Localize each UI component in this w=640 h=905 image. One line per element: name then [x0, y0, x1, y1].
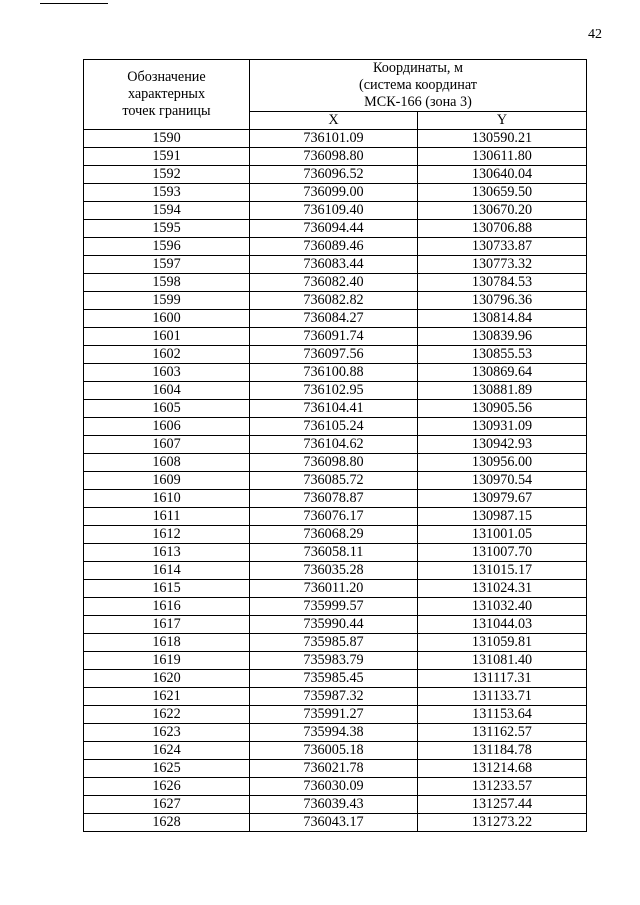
y-coordinate-cell: 130796.36 [418, 292, 587, 310]
table-row [84, 184, 587, 202]
point-id-cell: 1598 [84, 274, 250, 292]
y-coordinate-cell: 131001.05 [418, 526, 587, 544]
x-coordinate-cell: 736085.72 [250, 472, 418, 490]
x-coordinate-cell: 736109.40 [250, 202, 418, 220]
x-coordinate-cell: 736083.44 [250, 256, 418, 274]
point-label-header [84, 60, 250, 130]
table-row [84, 418, 587, 436]
coordinates-header [250, 60, 587, 112]
table-row [84, 526, 587, 544]
table-row [84, 202, 587, 220]
point-id-cell: 1599 [84, 292, 250, 310]
x-coordinate-cell: 735987.32 [250, 688, 418, 706]
x-coordinate-cell: 736082.40 [250, 274, 418, 292]
y-coordinate-cell: 131044.03 [418, 616, 587, 634]
y-coordinate-cell: 130956.00 [418, 454, 587, 472]
point-id-cell: 1603 [84, 364, 250, 382]
table-row [84, 292, 587, 310]
x-coordinate-cell: 736078.87 [250, 490, 418, 508]
x-coordinate-cell: 735983.79 [250, 652, 418, 670]
table-row [84, 670, 587, 688]
coordinates-label-line: Координаты, м [373, 60, 463, 76]
x-coordinate-cell: 735985.87 [250, 634, 418, 652]
table-row [84, 544, 587, 562]
y-coordinate-cell: 131059.81 [418, 634, 587, 652]
x-coordinate-cell: 735991.27 [250, 706, 418, 724]
table-row [84, 364, 587, 382]
y-coordinate-cell: 131024.31 [418, 580, 587, 598]
table-row [84, 724, 587, 742]
x-coordinate-cell: 736035.28 [250, 562, 418, 580]
x-coordinate-cell: 736011.20 [250, 580, 418, 598]
coordinates-label-line: (система координат [359, 77, 477, 93]
x-coordinate-cell: 736058.11 [250, 544, 418, 562]
table-row [84, 328, 587, 346]
point-id-cell: 1609 [84, 472, 250, 490]
point-id-cell: 1605 [84, 400, 250, 418]
table-row [84, 742, 587, 760]
x-coordinate-cell: 736089.46 [250, 238, 418, 256]
point-label-line: Обозначение [127, 69, 206, 85]
point-id-cell: 1612 [84, 526, 250, 544]
x-coordinate-cell: 736094.44 [250, 220, 418, 238]
table-row [84, 778, 587, 796]
x-coordinate-cell: 736091.74 [250, 328, 418, 346]
y-coordinate-cell: 131273.22 [418, 814, 587, 832]
y-coordinate-cell: 131133.71 [418, 688, 587, 706]
y-coordinate-cell: 131257.44 [418, 796, 587, 814]
point-id-cell: 1625 [84, 760, 250, 778]
y-coordinate-cell: 130706.88 [418, 220, 587, 238]
point-id-cell: 1626 [84, 778, 250, 796]
table-row [84, 220, 587, 238]
table-row [84, 238, 587, 256]
y-coordinate-cell: 131184.78 [418, 742, 587, 760]
x-coordinate-cell: 735994.38 [250, 724, 418, 742]
x-coordinate-cell: 736021.78 [250, 760, 418, 778]
table-row [84, 256, 587, 274]
point-id-cell: 1622 [84, 706, 250, 724]
table-row [84, 688, 587, 706]
table-row [84, 706, 587, 724]
y-coordinate-cell: 131015.17 [418, 562, 587, 580]
y-coordinate-cell: 130784.53 [418, 274, 587, 292]
point-id-cell: 1600 [84, 310, 250, 328]
point-id-cell: 1617 [84, 616, 250, 634]
table-row [84, 310, 587, 328]
x-coordinate-cell: 736082.82 [250, 292, 418, 310]
point-label-line: характерных [127, 86, 206, 102]
x-coordinate-cell: 735999.57 [250, 598, 418, 616]
point-id-cell: 1627 [84, 796, 250, 814]
y-coordinate-cell: 130733.87 [418, 238, 587, 256]
y-coordinate-cell: 130670.20 [418, 202, 587, 220]
point-id-cell: 1628 [84, 814, 250, 832]
y-coordinate-cell: 130942.93 [418, 436, 587, 454]
point-id-cell: 1611 [84, 508, 250, 526]
x-coordinate-cell: 736043.17 [250, 814, 418, 832]
point-id-cell: 1613 [84, 544, 250, 562]
point-id-cell: 1621 [84, 688, 250, 706]
table-row [84, 508, 587, 526]
point-label-line: точек границы [122, 103, 211, 119]
y-coordinate-cell: 130814.84 [418, 310, 587, 328]
table-row [84, 130, 587, 148]
y-coordinate-cell: 131117.31 [418, 670, 587, 688]
point-id-cell: 1593 [84, 184, 250, 202]
table-row [84, 346, 587, 364]
x-coordinate-cell: 735985.45 [250, 670, 418, 688]
x-coordinate-cell: 736102.95 [250, 382, 418, 400]
table-row [84, 400, 587, 418]
table-row [84, 598, 587, 616]
table-row [84, 562, 587, 580]
y-coordinate-cell: 130970.54 [418, 472, 587, 490]
y-coordinate-cell: 130855.53 [418, 346, 587, 364]
y-coordinate-cell: 130979.67 [418, 490, 587, 508]
point-id-cell: 1591 [84, 148, 250, 166]
y-coordinate-cell: 130590.21 [418, 130, 587, 148]
x-coordinate-cell: 736097.56 [250, 346, 418, 364]
x-coordinate-cell: 736104.41 [250, 400, 418, 418]
x-coordinate-cell: 736030.09 [250, 778, 418, 796]
y-coordinate-cell: 131214.68 [418, 760, 587, 778]
point-id-cell: 1595 [84, 220, 250, 238]
table-row [84, 148, 587, 166]
point-id-cell: 1597 [84, 256, 250, 274]
point-id-cell: 1615 [84, 580, 250, 598]
point-id-cell: 1614 [84, 562, 250, 580]
x-column-header: X [250, 112, 418, 130]
point-id-cell: 1608 [84, 454, 250, 472]
top-rule [40, 3, 108, 4]
point-id-cell: 1594 [84, 202, 250, 220]
point-id-cell: 1601 [84, 328, 250, 346]
point-id-cell: 1620 [84, 670, 250, 688]
point-id-cell: 1596 [84, 238, 250, 256]
y-coordinate-cell: 131233.57 [418, 778, 587, 796]
table-row [84, 454, 587, 472]
y-coordinate-cell: 131081.40 [418, 652, 587, 670]
table-row [84, 796, 587, 814]
table-row [84, 616, 587, 634]
x-coordinate-cell: 736084.27 [250, 310, 418, 328]
y-coordinate-cell: 130773.32 [418, 256, 587, 274]
point-id-cell: 1619 [84, 652, 250, 670]
x-coordinate-cell: 736099.00 [250, 184, 418, 202]
x-coordinate-cell: 736096.52 [250, 166, 418, 184]
x-coordinate-cell: 735990.44 [250, 616, 418, 634]
point-id-cell: 1610 [84, 490, 250, 508]
table-row [84, 490, 587, 508]
point-id-cell: 1606 [84, 418, 250, 436]
table-row [84, 652, 587, 670]
x-coordinate-cell: 736098.80 [250, 148, 418, 166]
table-body [84, 130, 587, 832]
table-row [84, 382, 587, 400]
y-coordinate-cell: 130869.64 [418, 364, 587, 382]
coordinates-table [83, 59, 587, 832]
coordinates-label-line: МСК-166 (зона 3) [364, 94, 472, 110]
table-row [84, 274, 587, 292]
table-row [84, 580, 587, 598]
x-coordinate-cell: 736098.80 [250, 454, 418, 472]
y-coordinate-cell: 131153.64 [418, 706, 587, 724]
table-row [84, 760, 587, 778]
y-coordinate-cell: 130931.09 [418, 418, 587, 436]
y-column-header: Y [418, 112, 587, 130]
y-coordinate-cell: 130659.50 [418, 184, 587, 202]
x-coordinate-cell: 736039.43 [250, 796, 418, 814]
y-coordinate-cell: 131032.40 [418, 598, 587, 616]
page-number: 42 [588, 27, 602, 42]
table-row [84, 634, 587, 652]
x-coordinate-cell: 736100.88 [250, 364, 418, 382]
table-row [84, 436, 587, 454]
x-coordinate-cell: 736076.17 [250, 508, 418, 526]
x-coordinate-cell: 736068.29 [250, 526, 418, 544]
point-id-cell: 1592 [84, 166, 250, 184]
y-coordinate-cell: 131162.57 [418, 724, 587, 742]
table-row [84, 166, 587, 184]
point-id-cell: 1624 [84, 742, 250, 760]
point-id-cell: 1590 [84, 130, 250, 148]
x-coordinate-cell: 736105.24 [250, 418, 418, 436]
y-coordinate-cell: 130987.15 [418, 508, 587, 526]
point-id-cell: 1623 [84, 724, 250, 742]
y-coordinate-cell: 130839.96 [418, 328, 587, 346]
x-coordinate-cell: 736005.18 [250, 742, 418, 760]
y-coordinate-cell: 131007.70 [418, 544, 587, 562]
point-id-cell: 1607 [84, 436, 250, 454]
point-id-cell: 1618 [84, 634, 250, 652]
point-id-cell: 1604 [84, 382, 250, 400]
y-coordinate-cell: 130611.80 [418, 148, 587, 166]
point-id-cell: 1616 [84, 598, 250, 616]
point-id-cell: 1602 [84, 346, 250, 364]
table-row [84, 814, 587, 832]
x-coordinate-cell: 736104.62 [250, 436, 418, 454]
y-coordinate-cell: 130640.04 [418, 166, 587, 184]
y-coordinate-cell: 130881.89 [418, 382, 587, 400]
x-coordinate-cell: 736101.09 [250, 130, 418, 148]
table-row [84, 472, 587, 490]
y-coordinate-cell: 130905.56 [418, 400, 587, 418]
